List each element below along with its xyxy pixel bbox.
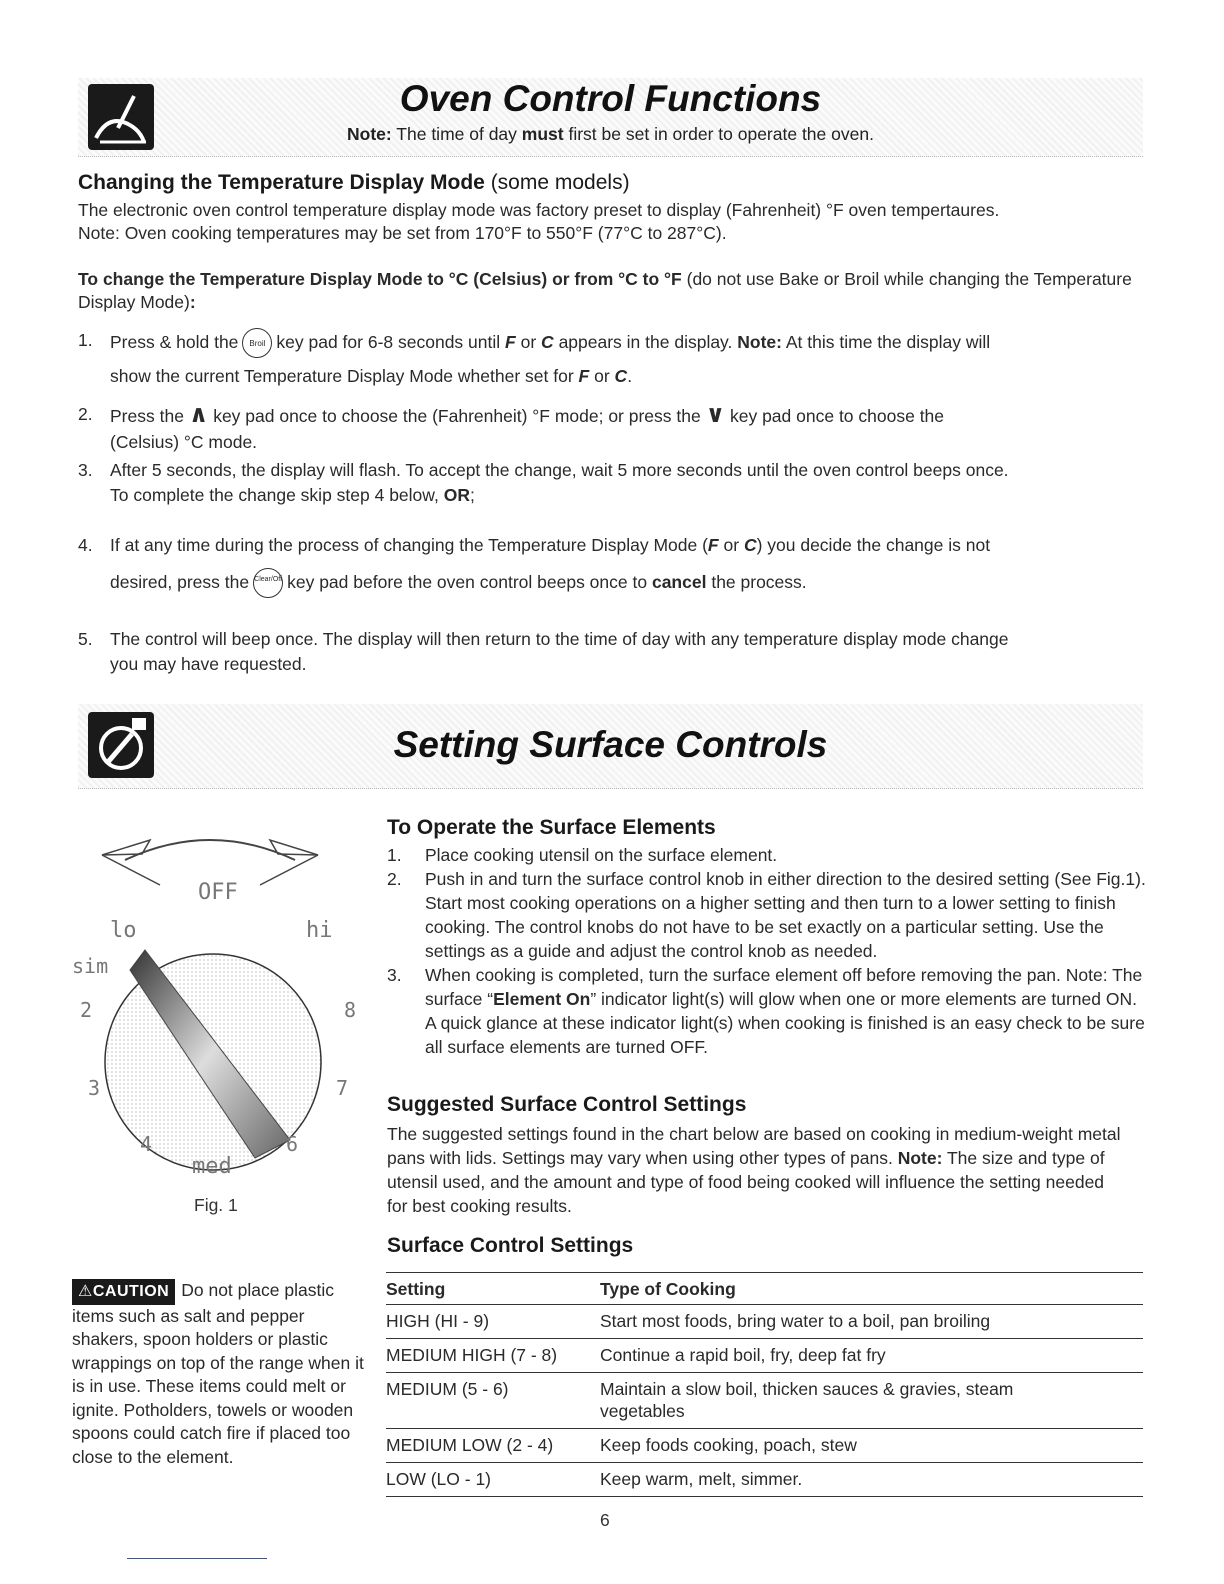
caution-badge: ⚠CAUTION bbox=[72, 1279, 175, 1305]
temp-mode-heading: Changing the Temperature Display Mode (some models) bbox=[78, 171, 630, 194]
suggested-heading: Suggested Surface Control Settings bbox=[387, 1093, 747, 1116]
operate-item-3: 3. When cooking is completed, turn the surface element off before removing the pan. Note: The surface “Element On” indicator light(s) will glow when one or more elements are turned ON. A quick glance at these indicator light(s) when cooking is finished is an easy check to be sure all surface elements are turned OFF. bbox=[387, 965, 1145, 1057]
knob-label-3: 3 bbox=[88, 1076, 101, 1100]
oven-banner-note: Note: The time of day must first be set in order to operate the oven. bbox=[347, 124, 874, 144]
knob-label-lo: lo bbox=[110, 918, 137, 943]
oven-control-banner bbox=[78, 78, 1143, 157]
temp-step-4: 4. If at any time during the process of changing the Temperature Display Mode (F or C) you decide the change is not desired, press the Clear/Off key pad before the oven control beeps once to cancel the process. bbox=[78, 531, 1138, 601]
page-number: 6 bbox=[600, 1510, 610, 1530]
type-cell: Keep foods cooking, poach, stew bbox=[600, 1429, 1143, 1463]
type-cell: Continue a rapid boil, fry, deep fat fry bbox=[600, 1339, 1143, 1373]
type-cell: Maintain a slow boil, thicken sauces & gravies, steam vegetables bbox=[600, 1373, 1143, 1429]
temp-step-3: 3. After 5 seconds, the display will flash. To accept the change, wait 5 more seconds until the oven control beeps once. To complete the change skip step 4 below, OR; bbox=[78, 460, 1009, 505]
rotation-arrow-icon bbox=[125, 840, 295, 860]
table-row bbox=[386, 1373, 1143, 1429]
knob-label-7: 7 bbox=[336, 1076, 349, 1100]
operate-item-1: 1. Place cooking utensil on the surface element. bbox=[387, 845, 778, 865]
knob-figure bbox=[50, 810, 370, 1230]
temp-mode-instruction: To change the Temperature Display Mode to °C (Celsius) or from °C to °F (do not use Bake or Broil while changing the Temperature Display Mode): bbox=[78, 269, 1132, 312]
temp-step-2: 2. Press the ∧ key pad once to choose the (Fahrenheit) °F mode; or press the ∨ key pad once to choose the (Celsius) °C mode. bbox=[78, 401, 945, 452]
table-row bbox=[386, 1429, 1143, 1463]
temp-mode-intro: The electronic oven control temperature display mode was factory preset to display (Fahrenheit) °F oven tempertaures. Note: Oven cooking temperatures may be set from 170°F to 550°F (77°C to 287°C). bbox=[78, 200, 1000, 243]
table-row bbox=[386, 1305, 1143, 1339]
setting-cell: MEDIUM (5 - 6) bbox=[386, 1373, 600, 1429]
temp-step-5: 5. The control will beep once. The display will then return to the time of day with any temperature display mode change you may have requested. bbox=[78, 629, 1009, 674]
surface-controls-banner bbox=[78, 704, 1143, 789]
setting-cell: LOW (LO - 1) bbox=[386, 1463, 600, 1497]
broil-key-icon: Broil bbox=[242, 328, 272, 358]
caution-box: ⚠CAUTION Do not place plastic items such as salt and pepper shakers, spoon holders or plastic wrappings on top of the range when it is in use. These items could melt or ignite. Potholders, towels or wooden spoons could catch fire if placed too close to the element. bbox=[72, 1280, 364, 1467]
operate-list bbox=[387, 843, 1147, 1059]
clear-off-key-icon: Clear/Off bbox=[253, 568, 283, 598]
knob-label-8: 8 bbox=[344, 998, 357, 1022]
knob-label-6: 6 bbox=[286, 1132, 299, 1156]
col-header-setting: Setting bbox=[386, 1273, 600, 1305]
suggested-text: The suggested settings found in the chart below are based on cooking in medium-weight metal pans with lids. Settings may vary when using other types of pans. Note: The size and type of utensil used, and the amount and type of food being cooked will influence the setting needed for best cooking results. bbox=[387, 1124, 1121, 1216]
col-header-type: Type of Cooking bbox=[600, 1273, 1143, 1305]
operate-heading: To Operate the Surface Elements bbox=[387, 816, 716, 839]
oven-banner-title: Oven Control Functions bbox=[399, 78, 822, 119]
settings-table-heading: Surface Control Settings bbox=[387, 1234, 634, 1257]
settings-table bbox=[386, 1272, 1143, 1497]
setting-cell: MEDIUM HIGH (7 - 8) bbox=[386, 1339, 600, 1373]
table-row bbox=[386, 1339, 1143, 1373]
operate-item-2: 2. Push in and turn the surface control knob in either direction to the desired setting (See Fig.1). Start most cooking operations on a higher setting and then turn to a lower setting to finish cooking. The control knobs do not have to be set exactly on a particular setting. Use the settings as a guide and adjust the control knob as needed. bbox=[387, 869, 1146, 961]
knob-label-med: med bbox=[192, 1154, 232, 1179]
up-arrow-icon: ∧ bbox=[188, 401, 209, 428]
knob-label-off: OFF bbox=[198, 880, 238, 905]
type-cell: Start most foods, bring water to a boil, pan broiling bbox=[600, 1305, 1143, 1339]
knob-label-hi: hi bbox=[306, 918, 333, 943]
figure-caption: Fig. 1 bbox=[194, 1195, 238, 1215]
knob-label-2: 2 bbox=[80, 998, 93, 1022]
footer-rule bbox=[127, 1558, 267, 1559]
down-arrow-icon: ∨ bbox=[705, 401, 726, 428]
knob-label-sim: sim bbox=[72, 954, 109, 978]
table-row bbox=[386, 1463, 1143, 1497]
table-header-row bbox=[386, 1273, 1143, 1305]
setting-cell: HIGH (HI - 9) bbox=[386, 1305, 600, 1339]
type-cell: Keep warm, melt, simmer. bbox=[600, 1463, 1143, 1497]
setting-cell: MEDIUM LOW (2 - 4) bbox=[386, 1429, 600, 1463]
surface-banner-title: Setting Surface Controls bbox=[393, 724, 828, 765]
temp-step-1: 1. Press & hold the Broil key pad for 6-8 seconds until F or C appears in the display. Note: At this time the display will show the current Temperature Display Mode whether set for F or C. bbox=[78, 330, 991, 387]
knob-label-4: 4 bbox=[140, 1132, 153, 1156]
